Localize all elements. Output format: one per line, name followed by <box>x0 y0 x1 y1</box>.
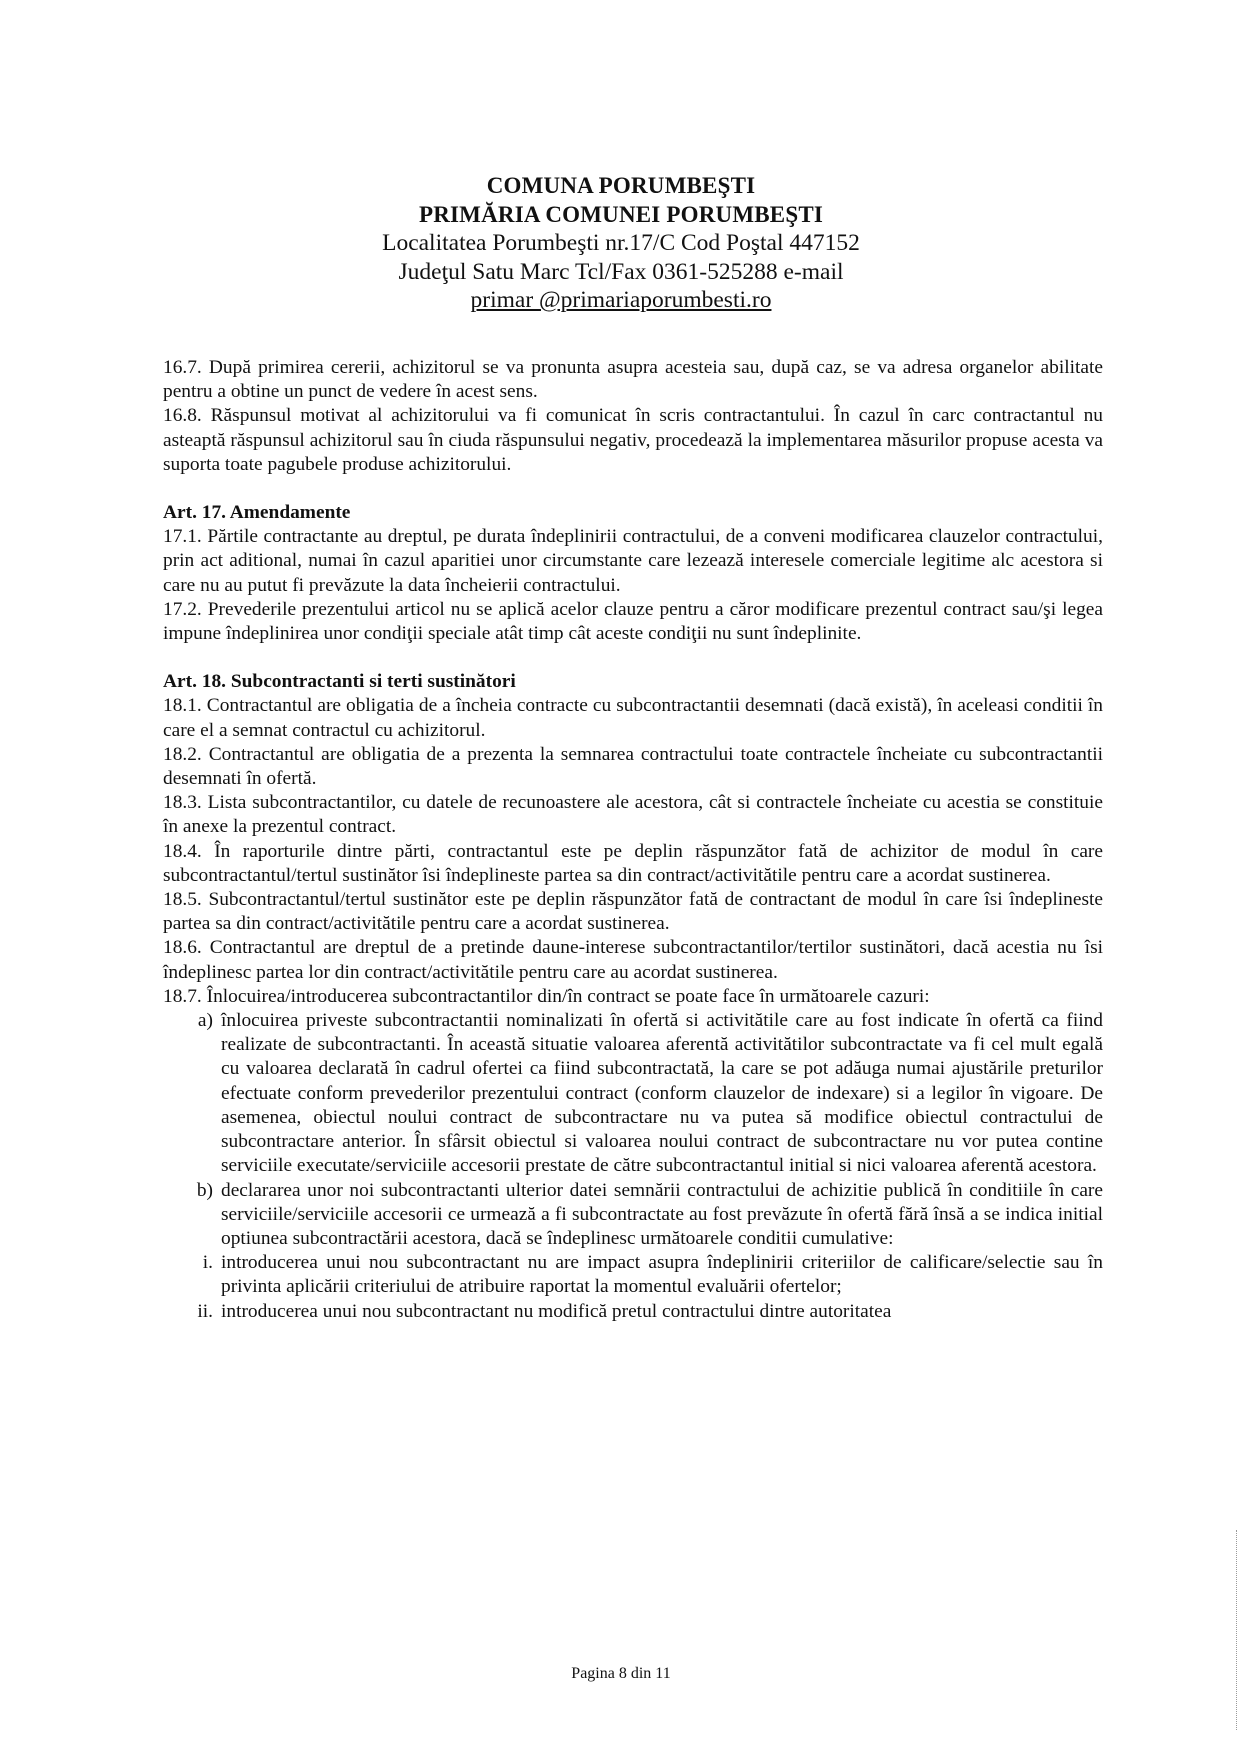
list-marker: ii. <box>197 1300 213 1322</box>
paragraph-17-1: 17.1. Părtile contractante au dreptul, pe durata îndeplinirii contractului, de a conveni modificarea clauzelor contractului, prin act aditional, numai în cazul aparitiei unor circumstante care lezează interesele comerciale legitime alc acestora si care nu au putut fi prevăzute la data încheierii contractului. <box>163 526 1103 596</box>
scan-artifact-divider <box>1236 1530 1237 1730</box>
list-marker: b) <box>196 1179 213 1201</box>
paragraph-18-1: 18.1. Contractantul are obligatia de a încheia contracte cu subcontractantii desemnati (dacă există), în aceleasi conditii în care el a semnat contractul cu achizitorul. <box>163 695 1103 741</box>
article-17-title: Art. 17. Amendamente <box>163 502 351 524</box>
list-item-i <box>163 1251 1103 1299</box>
list-item-text: introducerea unui nou subcontractant nu are impact asupra îndeplinirii criteriilor de calificare/selectie sau în privinta aplicării criteriului de atribuire raportat la momentul evaluării ofertelor; <box>221 1252 1103 1298</box>
list-marker: i. <box>202 1252 213 1274</box>
paragraph-18-2: 18.2. Contractantul are obligatia de a prezenta la semnarea contractului toate contractele încheiate cu subcontractantii desemnati în ofertă. <box>163 743 1103 790</box>
list-item-text: declararea unor noi subcontractanti ulterior datei semnării contractului de achizitie publică în conditiile în care serviciile/serviciile accesorii ce urmează a fi subcontractate au fost prevăzute în ofertă fără însă a se indica initial optiunea subcontractării acestora, dacă se îndeplinesc următoarele conditii cumulative: <box>221 1179 1103 1249</box>
list-item-b <box>163 1179 1103 1252</box>
list-marker: a) <box>197 1010 213 1032</box>
letterhead-town-hall-name: PRIMĂRIA COMUNEI PORUMBEŞTI <box>418 201 824 227</box>
letterhead <box>0 172 1242 315</box>
paragraph-16-7: 16.7. După primirea cererii, achizitorul se va pronunta asupra acesteia sau, după caz, se va adresa organelor abilitate pentru a obtine un punct de vedere în acest sens. <box>163 357 1103 403</box>
document-body <box>163 356 1103 1324</box>
paragraph-18-5: 18.5. Subcontractantul/tertul sustinător este pe deplin răspunzător fată de contractant de modul în care îsi îndeplineste partea sa din contract/activitătile pentru care a acordat sustinerea. <box>163 889 1103 935</box>
list-item-a <box>163 1009 1103 1178</box>
paragraph-16-8: 16.8. Răspunsul motivat al achizitorului va fi comunicat în scris contractantului. În cazul în carc contractantul nu asteaptă răspunsul achizitorul sau în ciuda răspunsului negativ, procedează la implementarea măsurilor propuse acesta va suporta toate pagubele produse achizitorului. <box>163 405 1103 475</box>
list-item-ii <box>163 1300 1103 1324</box>
letterhead-commune-name: COMUNA PORUMBEŞTI <box>486 173 756 198</box>
list-item-text: introducerea unui nou subcontractant nu modifică pretul contractului dintre autoritatea <box>221 1300 892 1322</box>
paragraph-18-4: 18.4. În raporturile dintre părti, contractantul este pe deplin răspunzător fată de achizitor de modul în care subcontractantul/tertul sustinător îsi îndeplineste partea sa din contract/activitătile pentru care a acordat sustinerea. <box>163 840 1103 886</box>
article-18-title: Art. 18. Subcontractanti si terti sustinători <box>163 671 516 693</box>
paragraph-18-7: 18.7. Înlocuirea/introducerea subcontractantilor din/în contract se poate face în următoarele cazuri: <box>163 985 930 1007</box>
paragraph-18-3: 18.3. Lista subcontractantilor, cu datele de recunoastere ale acestora, cât si contractele încheiate cu acestia se constituie în anexe la prezentul contract. <box>163 792 1103 838</box>
paragraph-17-2: 17.2. Prevederile prezentului articol nu se aplică acelor clauze pentru a căror modificare prezentul contract sau/şi legea impune îndeplinirea unor condiţii speciale atât timp cât aceste condiţii nu sunt îndeplinite. <box>163 598 1103 645</box>
cases-list <box>163 1009 1103 1324</box>
letterhead-address: Localitatea Porumbeşti nr.17/C Cod Poştal 447152 <box>382 230 860 256</box>
letterhead-contact: Judeţul Satu Marc Tcl/Fax 0361-525288 e-mail <box>398 258 844 285</box>
paragraph-18-6: 18.6. Contractantul are dreptul de a pretinde daune-interese subcontractantilor/tertilor sustinători, dacă acestia nu îsi îndeplinesc partea lor din contract/activitătile pentru care au acordat sustinerea. <box>163 937 1103 983</box>
page-number: Pagina 8 din 11 <box>571 1665 671 1682</box>
list-item-text: înlocuirea priveste subcontractantii nominalizati în ofertă si activitătile care au fost indicate în ofertă ca fiind realizate de subcontractanti. În această situatie valoarea aferentă activitătilor subcontractate va fi cel mult egală cu valoarea declarată în cadrul ofertei ca fiind subcontractată, la care se pot adăuga numai ajustările preturilor efectuate conform prevederilor prezentului contract (conform clauzelor de indexare) si a legilor în vigoare. De asemenea, obiectul noului contract de subcontractare nu va putea să modifice obiectul contractului de subcontractare anterior. În sfârsit obiectul si valoarea noului contract de subcontractare nu vor putea contine serviciile executate/serviciile accesorii prestate de către subcontractantul initial si nici valoarea aferentă acestora. <box>221 1010 1103 1177</box>
letterhead-email-link[interactable]: primar @primariaporumbesti.ro <box>470 287 772 313</box>
